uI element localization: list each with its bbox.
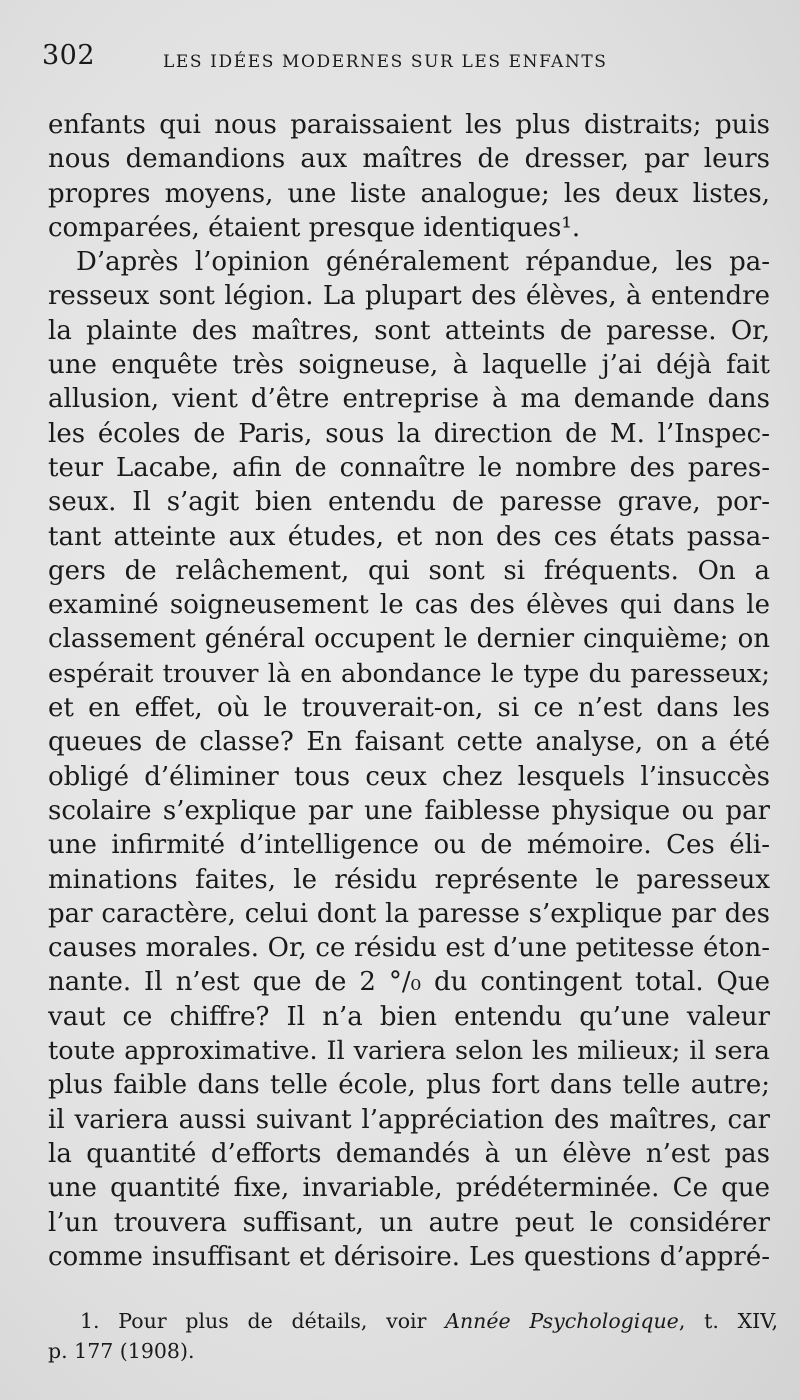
text-line: obligé d’éliminer tous ceux chez lesquels l’insuccès xyxy=(48,761,770,792)
text-line: minations faites, le résidu représente le paresseux xyxy=(48,864,770,895)
footnote-journal: Année Psychologique xyxy=(445,1309,679,1333)
footnote-lead: 1. Pour plus de détails, voir xyxy=(80,1309,446,1333)
text-line: il variera aussi suivant l’appréciation des maîtres, car xyxy=(48,1104,770,1135)
text-line: tant atteinte aux études, et non des ces états passa- xyxy=(48,521,770,552)
text-line: gers de relâchement, qui sont si fréquents. On a xyxy=(48,555,770,586)
footnote-tail: , t. XIV, xyxy=(678,1309,779,1333)
footnote-line-2: p. 177 (1908). xyxy=(48,1339,195,1363)
text-line: toute approximative. Il variera selon les milieux; il sera xyxy=(48,1036,770,1067)
page-number: 302 xyxy=(42,40,96,71)
running-title: LES IDÉES MODERNES SUR LES ENFANTS xyxy=(163,52,608,72)
text-line: nous demandions aux maîtres de dresser, par leurs xyxy=(48,144,770,175)
text-line: et en effet, où le trouverait-on, si ce n’est dans les xyxy=(48,693,770,724)
text-line: examiné soigneusement le cas des élèves qui dans le xyxy=(48,590,770,621)
running-head xyxy=(42,40,762,80)
text-line: plus faible dans telle école, plus fort dans telle autre; xyxy=(48,1070,770,1101)
text-line: vaut ce chiffre? Il n’a bien entendu qu’une valeur xyxy=(48,1001,770,1032)
text-line: allusion, vient d’être entreprise à ma demande dans xyxy=(48,384,770,415)
text-line: causes morales. Or, ce résidu est d’une petitesse éton- xyxy=(48,933,770,964)
body-text xyxy=(48,108,770,1274)
text-line: scolaire s’explique par une faiblesse physique ou par xyxy=(48,795,770,826)
text-line: resseux sont légion. La plupart des élèves, à entendre xyxy=(48,281,770,312)
text-line: l’un trouvera suffisant, un autre peut le considérer xyxy=(48,1207,770,1238)
text-line: une quantité fixe, invariable, prédéterminée. Ce que xyxy=(48,1173,770,1204)
text-line: classement général occupent le dernier cinquième; on xyxy=(48,624,770,655)
text-line: propres moyens, une liste analogue; les deux listes, xyxy=(48,178,770,209)
text-line: comme insuffisant et dérisoire. Les questions d’appré- xyxy=(48,1241,770,1272)
text-line: queues de classe? En faisant cette analyse, on a été xyxy=(48,727,770,758)
text-line: la quantité d’efforts demandés à un élève n’est pas xyxy=(48,1138,770,1169)
footnote-line xyxy=(48,1306,778,1336)
text-line: une infirmité d’intelligence ou de mémoire. Ces éli- xyxy=(48,830,770,861)
text-line: espérait trouver là en abondance le type du paresseux; xyxy=(48,658,770,689)
footnote xyxy=(48,1306,778,1366)
text-line: D’après l’opinion généralement répandue, les pa- xyxy=(76,247,770,278)
text-line: nante. Il n’est que de 2 °/₀ du contingent total. Que xyxy=(48,967,770,998)
text-line: la plainte des maîtres, sont atteints de paresse. Or, xyxy=(48,315,770,346)
text-line: seux. Il s’agit bien entendu de paresse grave, por- xyxy=(48,487,770,518)
text-line: comparées, étaient presque identiques¹. xyxy=(48,212,581,243)
text-line: teur Lacabe, afin de connaître le nombre des pares- xyxy=(48,452,770,483)
text-line: par caractère, celui dont la paresse s’explique par des xyxy=(48,898,770,929)
text-line: les écoles de Paris, sous la direction de M. l’Inspec- xyxy=(48,418,770,449)
text-line: enfants qui nous paraissaient les plus distraits; puis xyxy=(48,110,770,140)
text-line: une enquête très soigneuse, à laquelle j’ai déjà fait xyxy=(48,350,770,381)
